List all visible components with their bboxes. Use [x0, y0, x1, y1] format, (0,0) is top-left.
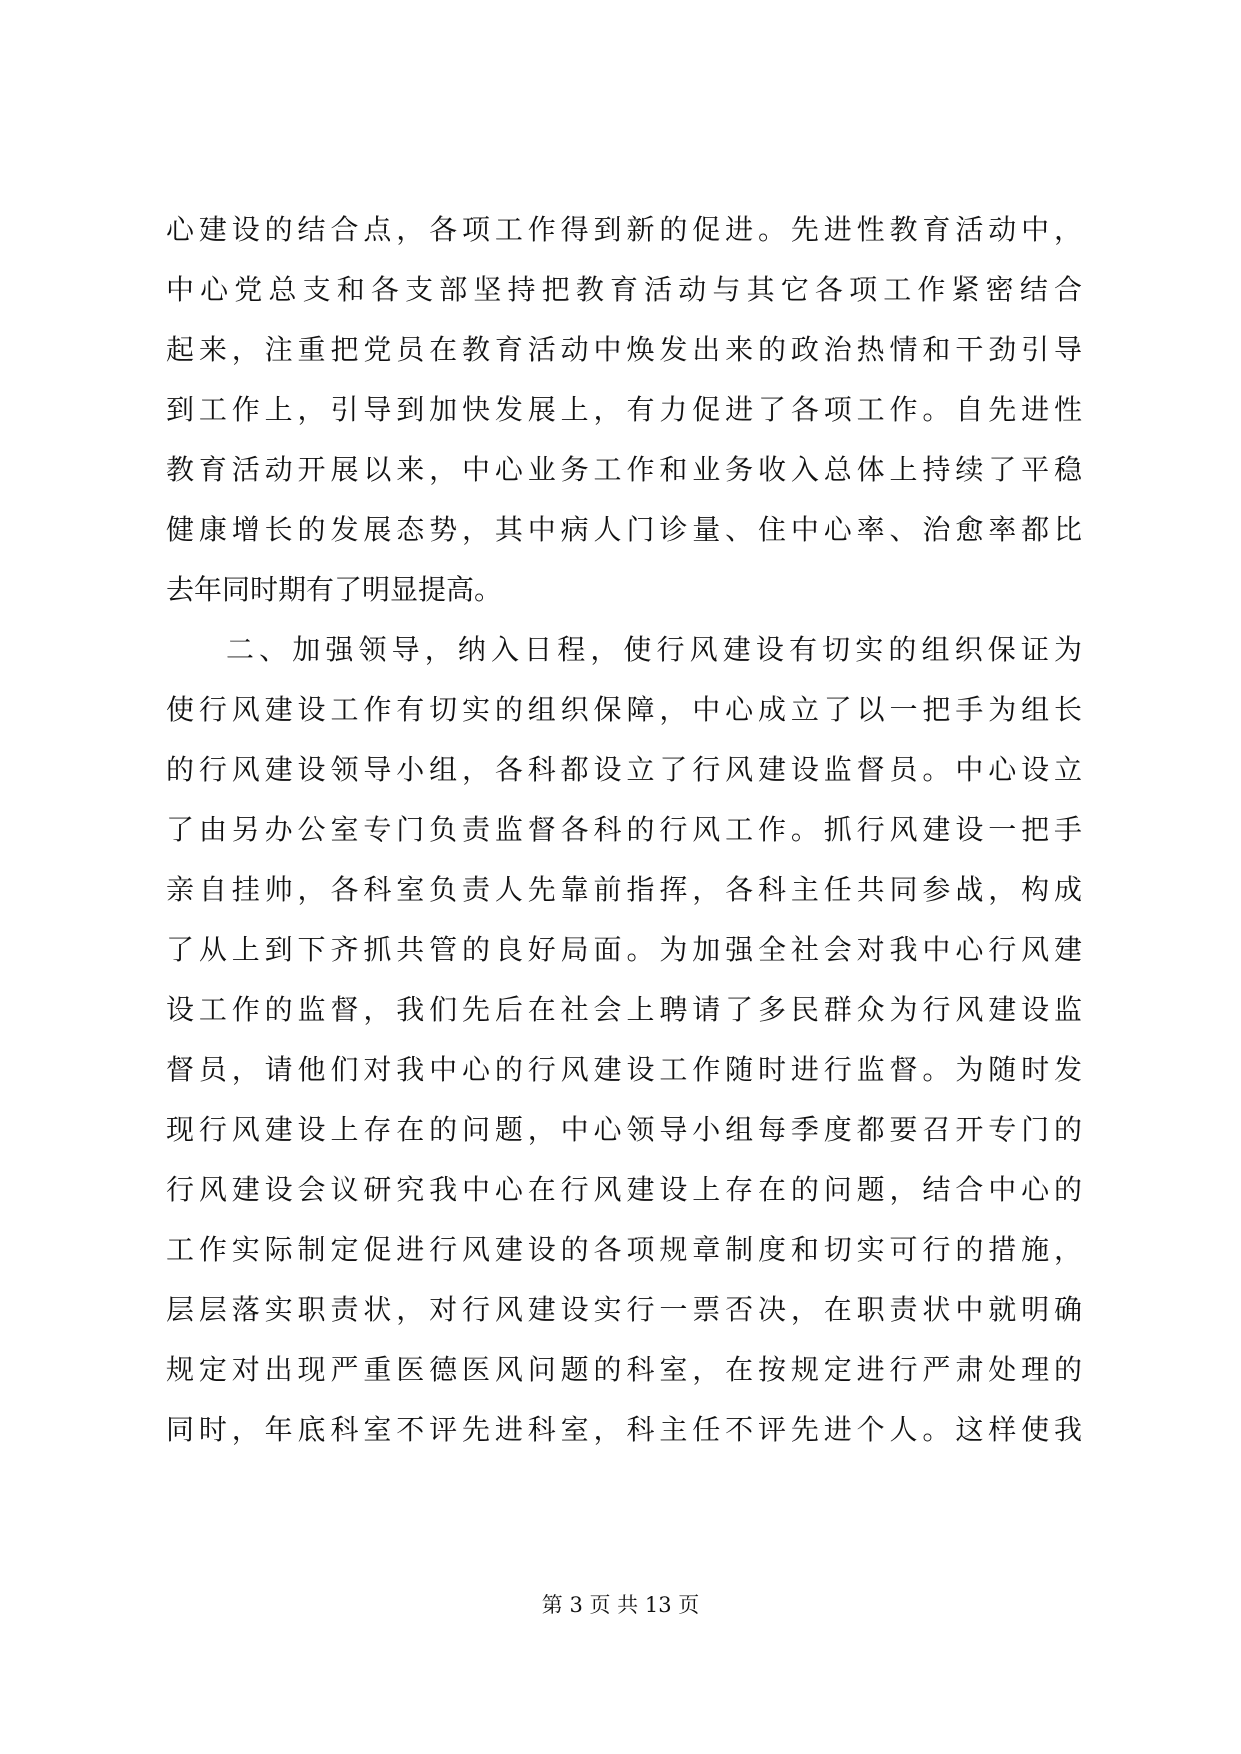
paragraph-2-line: 现行风建设上存在的问题，中心领导小组每季度都要召开专门的 [166, 1113, 1082, 1146]
paragraph-2-line: 亲自挂帅，各科室负责人先靠前指挥，各科主任共同参战，构成 [166, 873, 1082, 906]
document-body [166, 200, 1082, 1460]
paragraph-2-line: 规定对出现严重医德医风问题的科室，在按规定进行严肃处理的 [166, 1353, 1082, 1386]
paragraph-2-line: 行风建设会议研究我中心在行风建设上存在的问题，结合中心的 [166, 1173, 1082, 1206]
paragraph-2-line: 督员，请他们对我中心的行风建设工作随时进行监督。为随时发 [166, 1053, 1082, 1086]
paragraph-2-line: 工作实际制定促进行风建设的各项规章制度和切实可行的措施， [166, 1233, 1082, 1266]
paragraph-2-heading-line: 二、加强领导，纳入日程，使行风建设有切实的组织保证为 [226, 633, 1082, 666]
paragraph-1-line: 中心党总支和各支部坚持把教育活动与其它各项工作紧密结合 [166, 273, 1082, 306]
paragraph-1-line: 教育活动开展以来，中心业务工作和业务收入总体上持续了平稳 [166, 453, 1082, 486]
paragraph-1-line: 健康增长的发展态势，其中病人门诊量、住中心率、治愈率都比 [166, 513, 1082, 546]
paragraph-2-line: 了由另办公室专门负责监督各科的行风工作。抓行风建设一把手 [166, 813, 1082, 846]
paragraph-2-line: 设工作的监督，我们先后在社会上聘请了多民群众为行风建设监 [166, 993, 1082, 1026]
paragraph-2-line: 使行风建设工作有切实的组织保障，中心成立了以一把手为组长 [166, 693, 1082, 726]
paragraph-2-line: 层层落实职责状，对行风建设实行一票否决，在职责状中就明确 [166, 1293, 1082, 1326]
paragraph-1-line: 到工作上，引导到加快发展上，有力促进了各项工作。自先进性 [166, 393, 1082, 426]
page-number-footer: 第 3 页 共 13 页 [541, 1593, 700, 1617]
paragraph-1-line: 起来，注重把党员在教育活动中焕发出来的政治热情和干劲引导 [166, 333, 1082, 366]
paragraph-2-line: 同时，年底科室不评先进科室，科主任不评先进个人。这样使我 [166, 1413, 1082, 1446]
paragraph-1-line: 去年同时期有了明显提高。 [166, 573, 503, 606]
paragraph-2-line: 了从上到下齐抓共管的良好局面。为加强全社会对我中心行风建 [166, 933, 1082, 966]
paragraph-1-line: 心建设的结合点，各项工作得到新的促进。先进性教育活动中， [166, 213, 1082, 246]
paragraph-2-line: 的行风建设领导小组，各科都设立了行风建设监督员。中心设立 [166, 753, 1082, 786]
